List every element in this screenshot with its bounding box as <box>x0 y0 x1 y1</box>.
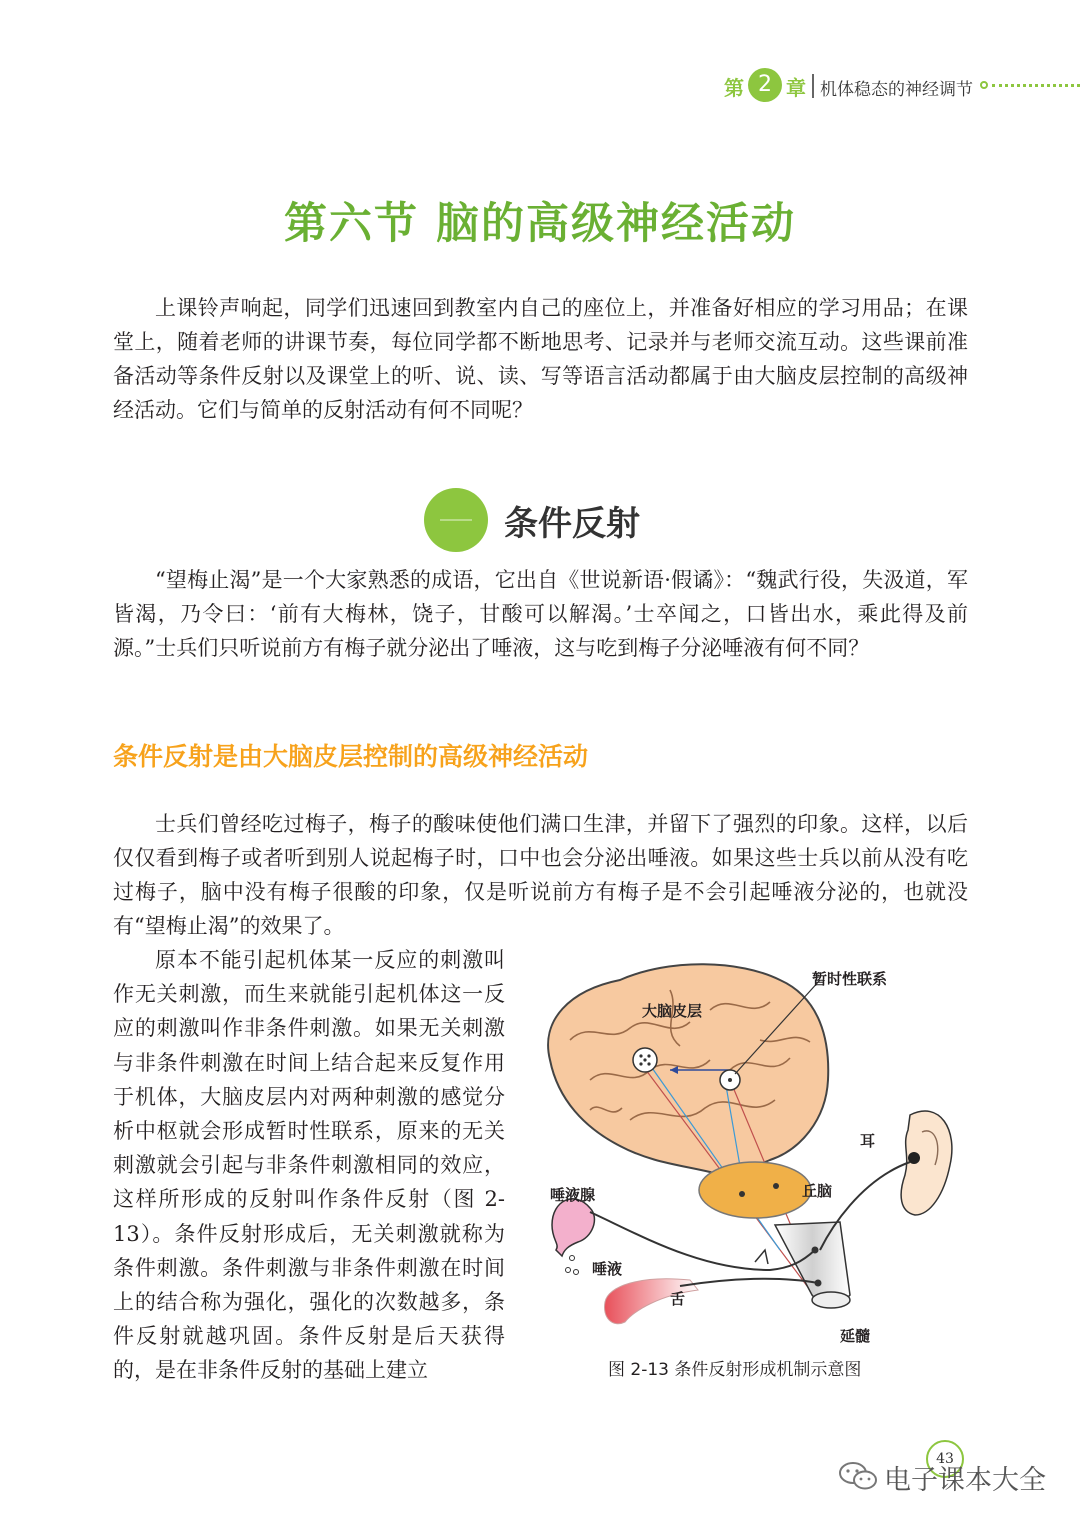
label-thalamus: 丘脑 <box>802 1182 833 1200</box>
label-medulla: 延髓 <box>840 1327 871 1345</box>
idiom-paragraph: “望梅止渴”是一个大家熟悉的成语，它出自《世说新语·假谲》：“魏武行役，失汲道，军皆渴，乃令曰：‘前有大梅林，饶子，甘酸可以解渴。’士卒闻之，口皆出水，乘此得及前源。”士兵们只听说前方有梅子就分泌出了唾液，这与吃到梅子分泌唾液有何不同？ <box>113 568 968 660</box>
chapter-prefix: 第 <box>724 76 744 100</box>
label-saliva: 唾液 <box>592 1260 623 1278</box>
definition-paragraph: 原本不能引起机体某一反应的刺激叫作无关刺激，而生来就能引起机体这一反应的刺激叫作非条件刺激。如果无关刺激与非条件刺激在时间上结合起来反复作用于机体，大脑皮层内对两种刺激的感觉分析中枢就会形成暂时性联系，原来的无关刺激就会引起与非条件刺激相同的效应，这样所形成的反射叫作条件反射（图 2-13）。条件反射形成后，无关刺激就称为条件刺激。条件刺激与非条件刺激在时间上的结合称为强化，强化的次数越多，条件反射就越巩固。条件反射是后天获得的，是在非条件反射的基础上建立 <box>113 948 505 1383</box>
page-number: 43 <box>926 1440 964 1478</box>
orange-heading: 条件反射是由大脑皮层控制的高级神经活动 <box>113 742 589 771</box>
chapter-number-badge: 2 <box>748 68 782 102</box>
label-tongue: 舌 <box>670 1290 686 1308</box>
subsection-circle-icon <box>424 488 488 552</box>
reflex-diagram <box>530 950 970 1350</box>
medulla-shape <box>775 1222 850 1303</box>
label-cortex: 大脑皮层 <box>642 1002 703 1020</box>
chapter-title: 机体稳态的神经调节 <box>820 80 973 100</box>
header-dotted-rule <box>992 84 1080 87</box>
salivary-gland-shape <box>552 1199 594 1256</box>
reflex-diagram-svg <box>530 950 970 1350</box>
chapter-suffix: 章 <box>786 76 806 100</box>
figure-caption: 图 2-13 条件反射形成机制示意图 <box>608 1360 862 1380</box>
wechat-icon <box>838 1460 878 1492</box>
section-title: 第六节 脑的高级神经活动 <box>284 199 796 249</box>
soldier-paragraph: 士兵们曾经吃过梅子，梅子的酸味使他们满口生津，并留下了强烈的印象。这样，以后仅仅看到梅子或者听到别人说起梅子时，口中也会分泌出唾液。如果这些士兵以前从没有吃过梅子，脑中没有梅子很酸的印象，仅是听说前方有梅子是不会引起唾液分泌的，也就没有“望梅止渴”的效果了。 <box>113 812 968 938</box>
brain-shape <box>548 964 828 1174</box>
header-divider <box>812 74 814 98</box>
label-salivary-gland: 唾液腺 <box>550 1186 596 1204</box>
label-ear: 耳 <box>860 1132 876 1150</box>
chapter-header <box>718 68 1080 104</box>
subsection-title: 条件反射 <box>504 504 640 544</box>
intro-paragraph: 上课铃声响起，同学们迅速回到教室内自己的座位上，并准备好相应的学习用品；在课堂上，随着老师的讲课节奏，每位同学都不断地思考、记录并与老师交流互动。这些课前准备活动等条件反射以及课堂上的听、说、读、写等语言活动都属于由大脑皮层控制的高级神经活动。它们与简单的反射活动有何不同呢？ <box>113 296 968 422</box>
header-ring-icon <box>980 81 988 89</box>
label-temporary-link: 暂时性联系 <box>812 970 888 988</box>
watermark-text: 电子课本大全 <box>884 1465 1046 1496</box>
